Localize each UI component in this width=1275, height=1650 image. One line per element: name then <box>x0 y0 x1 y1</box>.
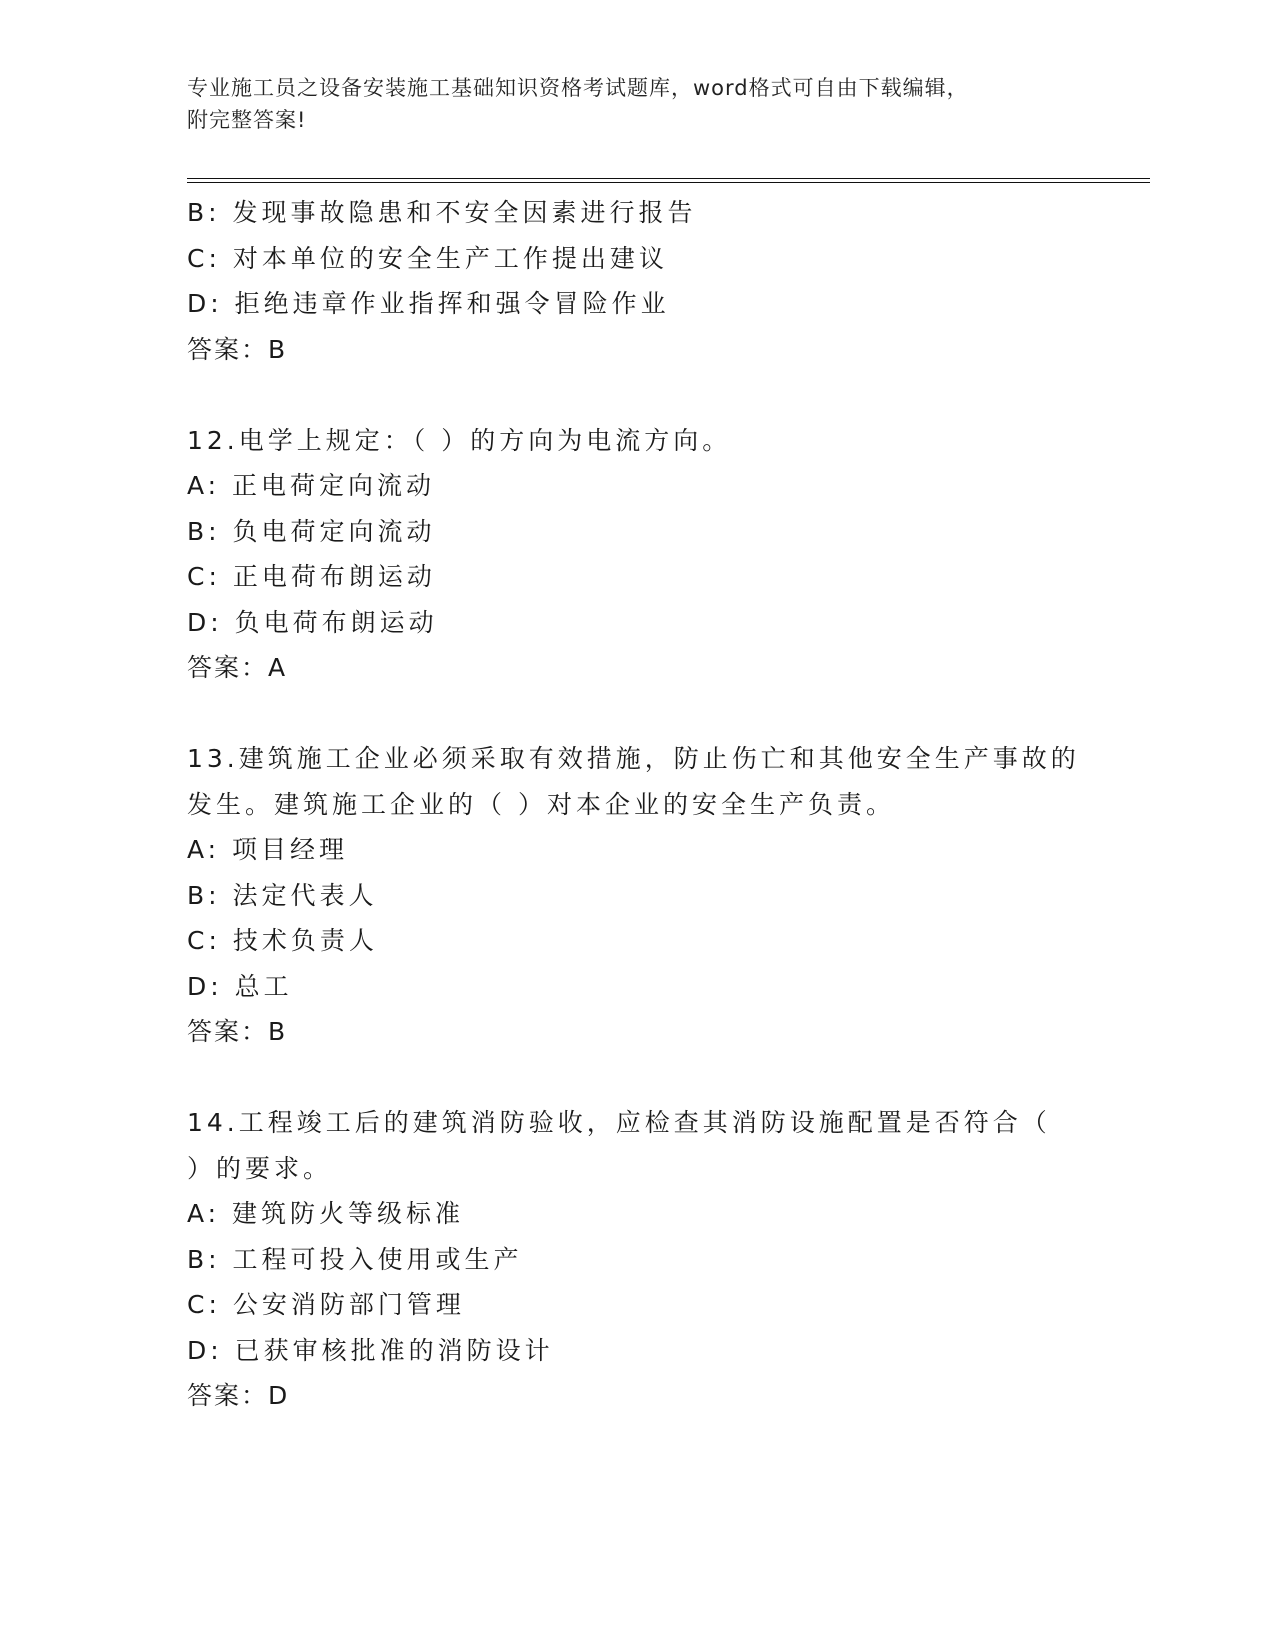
option-c: C: 对本单位的安全生产工作提出建议 <box>187 243 668 273</box>
option-c: C: 正电荷布朗运动 <box>187 562 436 591</box>
document-header <box>187 72 1067 136</box>
spacer <box>187 372 1087 418</box>
answer-line: 答案：D <box>187 1381 290 1410</box>
spacer <box>187 691 1087 737</box>
header-line-1: 专业施工员之设备安装施工基础知识资格考试题库，word格式可自由下载编辑， <box>187 76 969 100</box>
question-stem-line-2: ）的要求。 <box>187 1153 333 1183</box>
question-13 <box>187 736 1087 1055</box>
option-d: D: 已获审核批准的消防设计 <box>187 1335 554 1365</box>
option-d: D: 总工 <box>187 971 293 1001</box>
option-a: A: 正电荷定向流动 <box>187 471 436 500</box>
header-divider-bottom <box>187 182 1150 183</box>
option-b: B: 法定代表人 <box>187 880 378 910</box>
question-stem: 12.电学上规定：（ ）的方向为电流方向。 <box>187 425 732 455</box>
question-12 <box>187 418 1087 691</box>
option-a: A: 项目经理 <box>187 835 349 864</box>
question-stem-line-1: 14.工程竣工后的建筑消防验收，应检查其消防设施配置是否符合（ <box>187 1108 1051 1137</box>
header-divider-top <box>187 178 1150 179</box>
question-11-tail <box>187 190 1087 372</box>
answer-line: 答案：A <box>187 653 288 682</box>
option-d: D: 负电荷布朗运动 <box>187 607 438 637</box>
option-c: C: 技术负责人 <box>187 926 378 955</box>
question-14 <box>187 1100 1087 1419</box>
header-line-2: 附完整答案! <box>187 108 307 132</box>
option-b: B: 负电荷定向流动 <box>187 516 436 546</box>
question-stem-line-2: 发生。建筑施工企业的（ ）对本企业的安全生产负责。 <box>187 789 895 819</box>
answer-line: 答案：B <box>187 1017 288 1046</box>
question-list <box>187 190 1087 1419</box>
option-b: B: 工程可投入使用或生产 <box>187 1244 523 1274</box>
answer-line: 答案：B <box>187 334 288 364</box>
question-stem-line-1: 13.建筑施工企业必须采取有效措施，防止伤亡和其他安全生产事故的 <box>187 744 1080 773</box>
option-a: A: 建筑防火等级标准 <box>187 1199 465 1228</box>
spacer <box>187 1055 1087 1101</box>
option-b: B: 发现事故隐患和不安全因素进行报告 <box>187 198 697 227</box>
option-d: D: 拒绝违章作业指挥和强令冒险作业 <box>187 289 670 318</box>
option-c: C: 公安消防部门管理 <box>187 1290 465 1319</box>
